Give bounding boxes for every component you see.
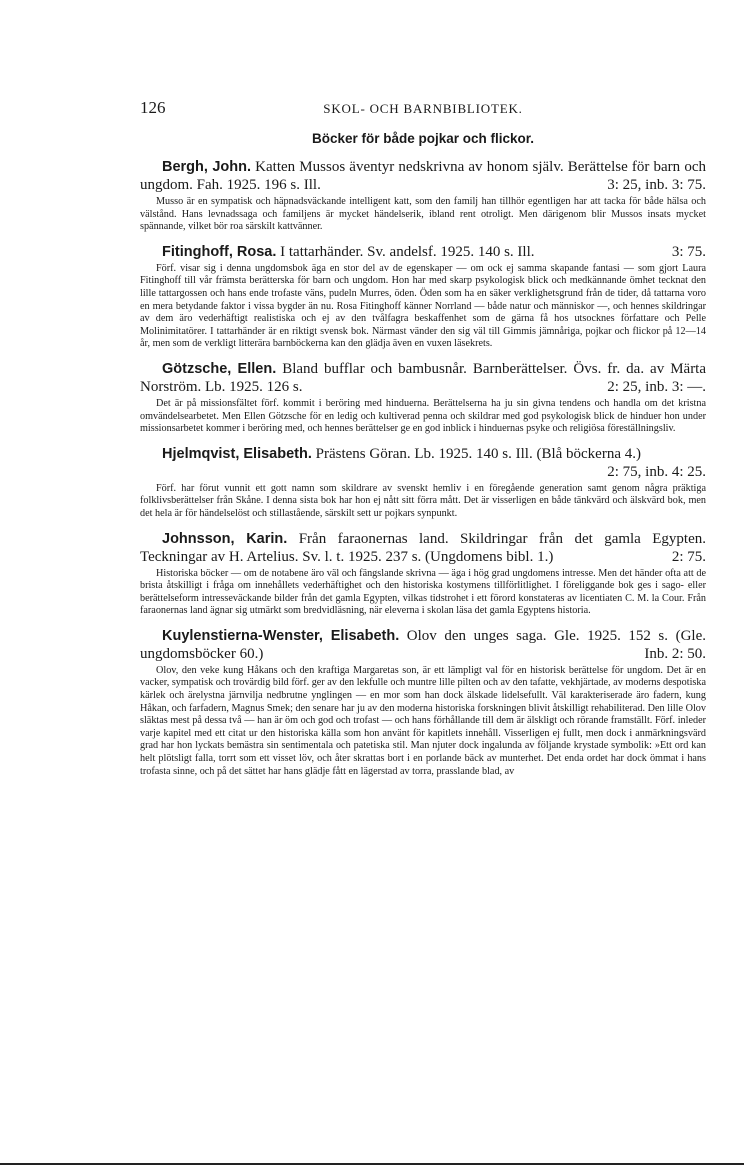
entry-kuylenstierna (140, 627, 706, 778)
entry-review: Förf. har förut vunnit ett gott namn som skildrare av svenskt hemliv i en föregående generation samt genom några präktiga folklivsberättelser från Skåne. I denna sista bok har hon ej nått sitt förra mått. Det är visserligen en både tänkvärd och älskvärd bok, men det hela är för händelselöst och stillastående, särskilt sett ur pojkars synpunkt. (140, 482, 706, 519)
entry-johnsson (140, 530, 706, 618)
entry-review: Förf. visar sig i denna ungdomsbok äga en stor del av de egenskaper — om ock ej samma skapande fantasi — som gjort Laura Fitinghoff till vår främsta berätterska för barn och ungdom. Hon har med skarp psykologisk blick och medkännande ömhet tecknat den lille tattargossen och hans ende trofaste väns, pudeln Murres, öden. Öden som ha en säker verklighetsgrund från de tider, då tattarna voro en mera betydande faktor i vissa bygder än nu. Rosa Fitinghoff känner Norrland — både natur och människor —, och hennes skildringar av dem äro vederhäftigt realistiska och ej av den tvålfagra beskaffenhet som de gärna få hos utsocknes författare och Pelle Molinimitatörer. I tattarhänder är en riktigt svensk bok. Närmast vänder den sig väl till Gimmis jämnåriga, pojkar och flickor på 12—14 år, men som de verkligt litterära barnböckerna kan den glädja även en vuxen läsekrets. (140, 262, 706, 350)
entry-author: Hjelmqvist, Elisabeth. (162, 445, 312, 462)
running-title: SKOL- OCH BARNBIBLIOTEK. (323, 101, 523, 116)
entry-heading (140, 627, 706, 663)
running-header (140, 98, 706, 120)
entry-review: Olov, den veke kung Håkans och den kraftiga Margaretas son, är ett lämpligt val för en historisk berättelse för ungdom. Det är en vacker, sympatisk och trovärdig bild förf. ger av den lekfulle och muntre lille pilten och av den tafatte, vekhjärtade, av moderns despotiska kärlek och ärelystna järnvilja nedbrutne ynglingen — en mor som han dock älskade lidelsefullt. Väl karakteriserade äro fadern, kung Håkan, och farfadern, Magnus Smek; den senare har ju av den moderna historiska forskningen blivit åtskilligt rehabiliterad. Den lille Olov släktas mest på dessa två — han är öm och god och trofast — och hans förhållande till dem är älskligt och rörande framställt. Förf. inleder varje kapitel med ett citat ur den historiska källa som hon använt för kapitlets innehåll. Visserligen ej fullt, men dock i anmärkningsvärd grad har hon lyckats bemästra sin sentimentala och patetiska stil. Man njuter dock ingalunda av följande krystade symbolik: »Ett ord kan helt plötsligt falla, torrt som ett visset löv, och åter skrattas bort i en porlande bäck av munterhet. Det enda ordet har dock ömmat i hans trofasta sinne, och på det sättet har hans glädje fått en lägerstad av torra, prasslande blad, av (140, 664, 706, 777)
entry-author: Johnsson, Karin. (162, 530, 288, 547)
entry-price: 2: 25, inb. 3: —. (607, 378, 706, 395)
entry-hjelmqvist (140, 445, 706, 521)
entry-author: Kuylenstierna-Wenster, Elisabeth. (162, 627, 400, 644)
entry-title: Från faraonernas land. Skildringar från det gamla Egypten. Teckningar av H. Artelius. Sv. l. t. 1925. 237 s. (Ungdomens bibl. 1.) (140, 530, 706, 565)
entry-price: Inb. 2: 50. (644, 645, 706, 662)
page-number: 126 (140, 98, 166, 117)
entry-heading (140, 158, 706, 194)
entry-review: Musso är en sympatisk och häpnadsväckande intelligent katt, som den familj han tillhör egentligen har att tacka för både hälsa och välstånd. Hans levnadssaga och familjens är mycket händelserik, ibland rent otroligt. Men därigenom blir Mussos insats mycket spännande, vilket bör roa särskilt kattvänner. (140, 196, 706, 233)
entry-bergh (140, 158, 706, 234)
entry-title: Katten Mussos äventyr nedskrivna av honom själv. Berättelse för barn och ungdom. Fah. 1925. 196 s. Ill. (140, 159, 706, 193)
entry-heading (140, 243, 706, 261)
entry-heading (140, 445, 706, 480)
entry-review: Det är på missionsfältet förf. kommit i beröring med hinduerna. Berättelserna ha ju sin givna tendens och handla om det kristna omvändelsearbetet. Men Ellen Götzsche för en ledig och kultiverad penna och skildrar med god psykologisk blick de hinduer hon under missionsarbetet kommer i beröring med, och hennes berättelser ge en god inblick i hinduernas psyke och religiösa föreställningsliv. (140, 397, 706, 435)
entry-title: I tattarhänder. Sv. andelsf. 1925. 140 s. Ill. (280, 243, 535, 260)
entry-author: Bergh, John. (162, 159, 252, 175)
entry-price: 3: 25, inb. 3: 75. (607, 177, 706, 193)
page-bottom-edge (0, 1163, 744, 1165)
entry-author: Fitinghoff, Rosa. (162, 243, 277, 260)
page-content (140, 98, 706, 787)
entry-heading (140, 360, 706, 396)
entry-author: Götzsche, Ellen. (162, 360, 277, 377)
entry-price: 2: 75, inb. 4: 25. (607, 463, 706, 480)
entry-price: 3: 75. (671, 243, 706, 260)
section-title: Böcker för både pojkar och flickor. (311, 131, 535, 146)
entry-title: Bland bufflar och bambusnår. Barnberättelser. Övs. fr. da. av Märta Norström. Lb. 1925. 126 s. (140, 360, 707, 395)
entry-title: Prästens Göran. Lb. 1925. 140 s. Ill. (Blå böckerna 4.) (315, 445, 641, 462)
entry-gotzsche (140, 360, 706, 436)
entry-list (140, 158, 706, 778)
entry-heading (140, 530, 706, 566)
entry-fitinghoff (140, 243, 706, 351)
entry-price: 2: 75. (671, 548, 706, 565)
entry-review: Historiska böcker — om de notabene äro väl och fängslande skrivna — äga i hög grad ungdomens intresse. Men det händer ofta att de brista åtskilligt i fråga om innehållets vederhäftighet och den historiska kostymens tillförlitlighet. I föreliggande bok ges i sago- eller berättelseform intresseväckande bilder från det gamla Egypten, vilkas tidstrohet i ett förord konstateras av licentiaten C. M. la Cour. Från faraonernas land ägnar sig utmärkt som bredvidläsning, när eleverna i skolan läsa det gamla Egyptens historia. (140, 567, 706, 617)
entry-title: Olov den unges saga. Gle. 1925. 152 s. (Gle. ungdomsböcker 60.) (140, 627, 706, 662)
